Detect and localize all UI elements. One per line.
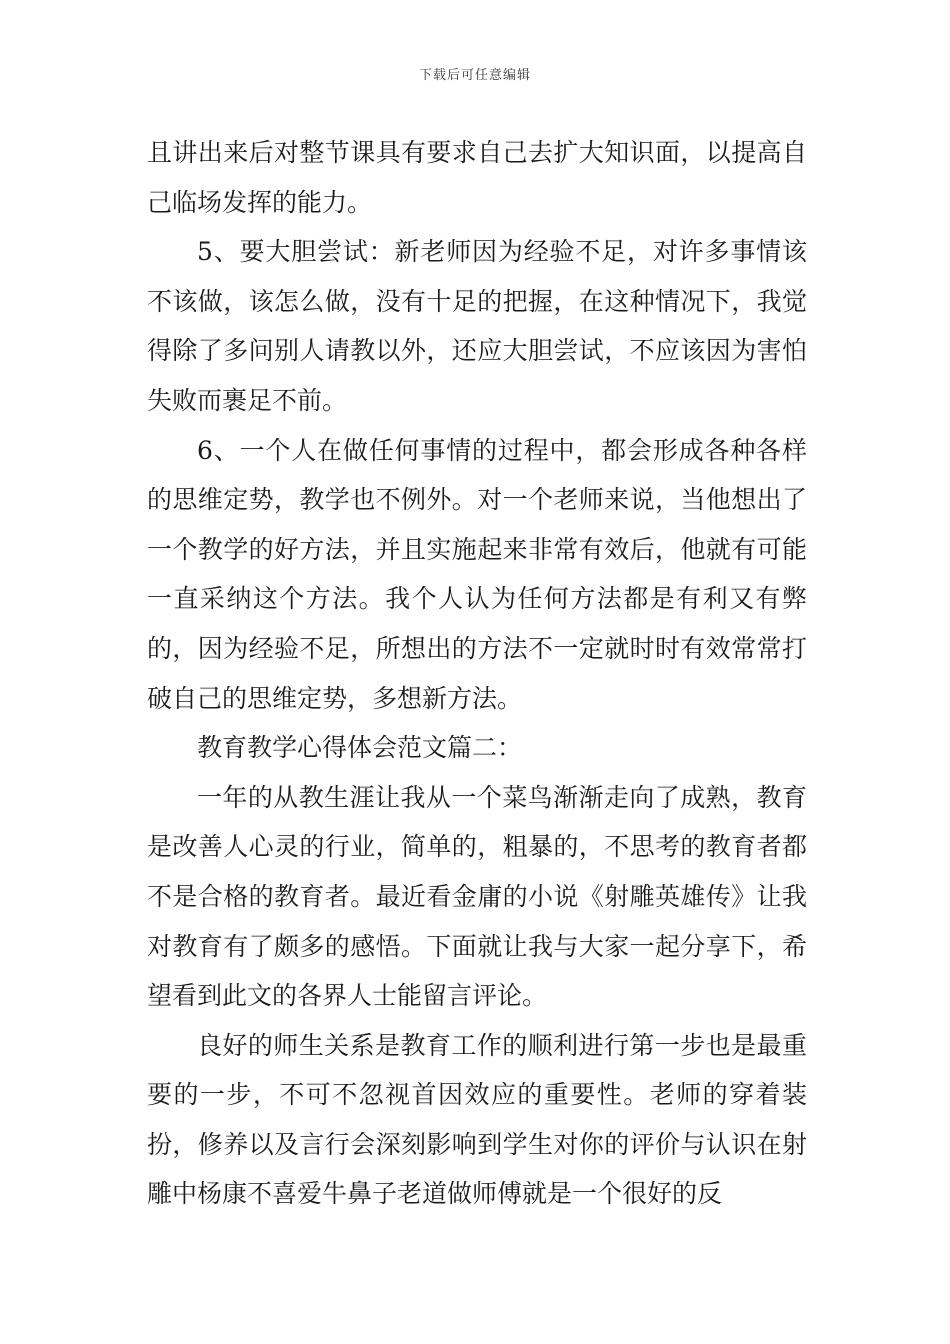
paragraph-intro: 一年的从教生涯让我从一个菜鸟渐渐走向了成熟，教育是改善人心灵的行业，简单的，粗暴的，不思考的教育者都不是合格的教育者。最近看金庸的小说《射雕英雄传》让我对教育有了颇多的感悟。下面就让我与大家一起分享下，希望看到此文的各界人士能留言评论。 xyxy=(147,782,807,1011)
document-body xyxy=(147,128,807,1219)
section-heading: 教育教学心得体会范文篇二： xyxy=(197,733,523,763)
page-header-note: 下载后可任意编辑 xyxy=(418,68,531,83)
paragraph-item-6: 6、一个人在做任何事情的过程中，都会形成各种各样的思维定势，教学也不例外。对一个老师来说，当他想出了一个教学的好方法，并且实施起来非常有效后，他就有可能一直采纳这个方法。我个人认为任何方法都是有利又有弊的，因为经验不足，所想出的方法不一定就时时有效常常打破自己的思维定势，多想新方法。 xyxy=(147,435,807,713)
paragraph-continuation: 且讲出来后对整节课具有要求自己去扩大知识面，以提高自己临场发挥的能力。 xyxy=(147,138,807,217)
paragraph-item-5: 5、要大胆尝试：新老师因为经验不足，对许多事情该不该做，该怎么做，没有十足的把握，在这种情况下，我觉得除了多问别人请教以外，还应大胆尝试，不应该因为害怕失败而裹足不前。 xyxy=(147,237,807,415)
paragraph-body: 良好的师生关系是教育工作的顺利进行第一步也是最重要的一步，不可不忽视首因效应的重要性。老师的穿着装扮，修养以及言行会深刻影响到学生对你的评价与认识在射雕中杨康不喜爱牛鼻子老道做师傅就是一个很好的反 xyxy=(147,1030,807,1209)
